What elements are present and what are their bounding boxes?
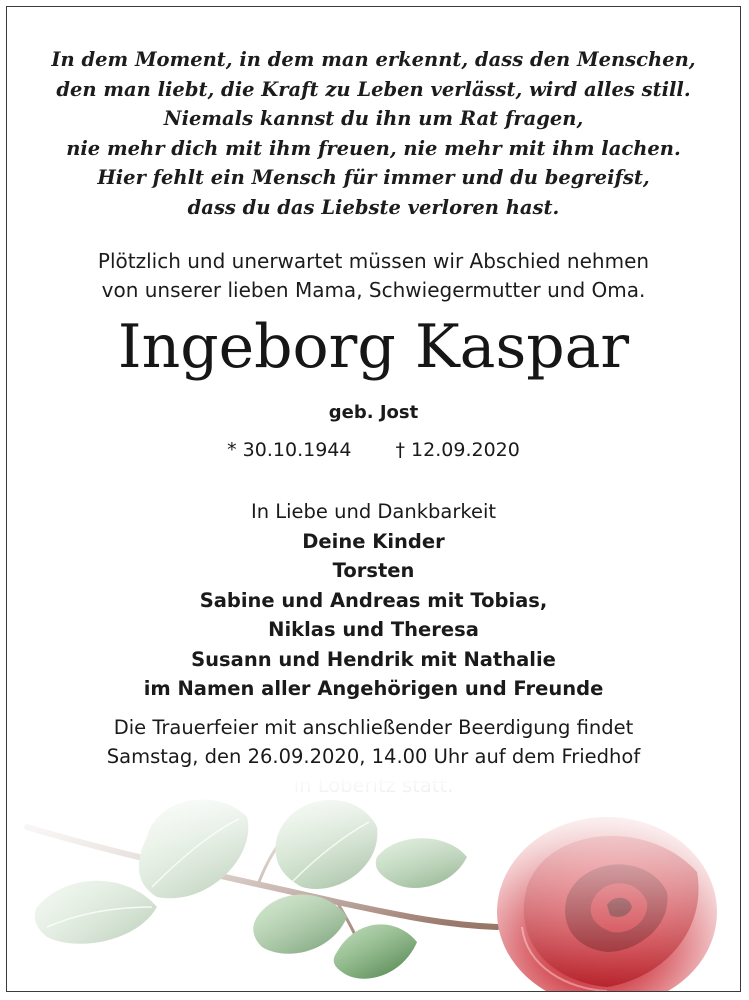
rose-icon [7,777,741,992]
poem-line: nie mehr dich mit ihm freuen, nie mehr mit ihm lachen. [66,136,681,160]
announcement-line: von unserer lieben Mama, Schwiegermutter und Oma. [101,278,646,302]
life-dates [7,435,740,465]
funeral-line: Samstag, den 26.09.2020, 14.00 Uhr auf dem Friedhof [106,745,641,768]
announcement-line: Plötzlich und unerwartet müssen wir Abschied nehmen [97,249,650,273]
mourner-line: im Namen aller Angehörigen und Freunde [143,677,604,700]
death-date: † 12.09.2020 [395,439,520,461]
poem-line: Niemals kannst du ihn um Rat fragen, [163,107,584,131]
mourner-line: Sabine und Andreas mit Tobias, [199,588,548,612]
deceased-name: Ingeborg Kaspar [117,312,630,382]
mourner-line: Niklas und Theresa [268,618,479,641]
poem-line: In dem Moment, in dem man erkennt, dass den Menschen, [51,48,696,71]
birth-date: * 30.10.1944 [227,439,352,461]
poem [7,45,740,223]
obituary-frame [6,6,741,992]
signature-opening: In Liebe und Dankbarkeit [250,500,497,523]
mourner-line: Susann und Hendrik mit Nathalie [191,647,556,671]
mourner-line: Deine Kinder [302,529,445,553]
announcement-text [7,247,740,305]
poem-line: dass du das Liebste verloren hast. [187,195,560,219]
mourners-signature [7,497,740,704]
poem-line: Hier fehlt ein Mensch für immer und du begreifst, [97,166,650,190]
mourner-line: Torsten [332,559,415,582]
birth-name: geb. Jost [328,402,419,423]
funeral-line: Die Trauerfeier mit anschließender Beerdigung findet [113,716,634,739]
poem-line: den man liebt, die Kraft zu Leben verlässt, wird alles still. [56,77,691,101]
